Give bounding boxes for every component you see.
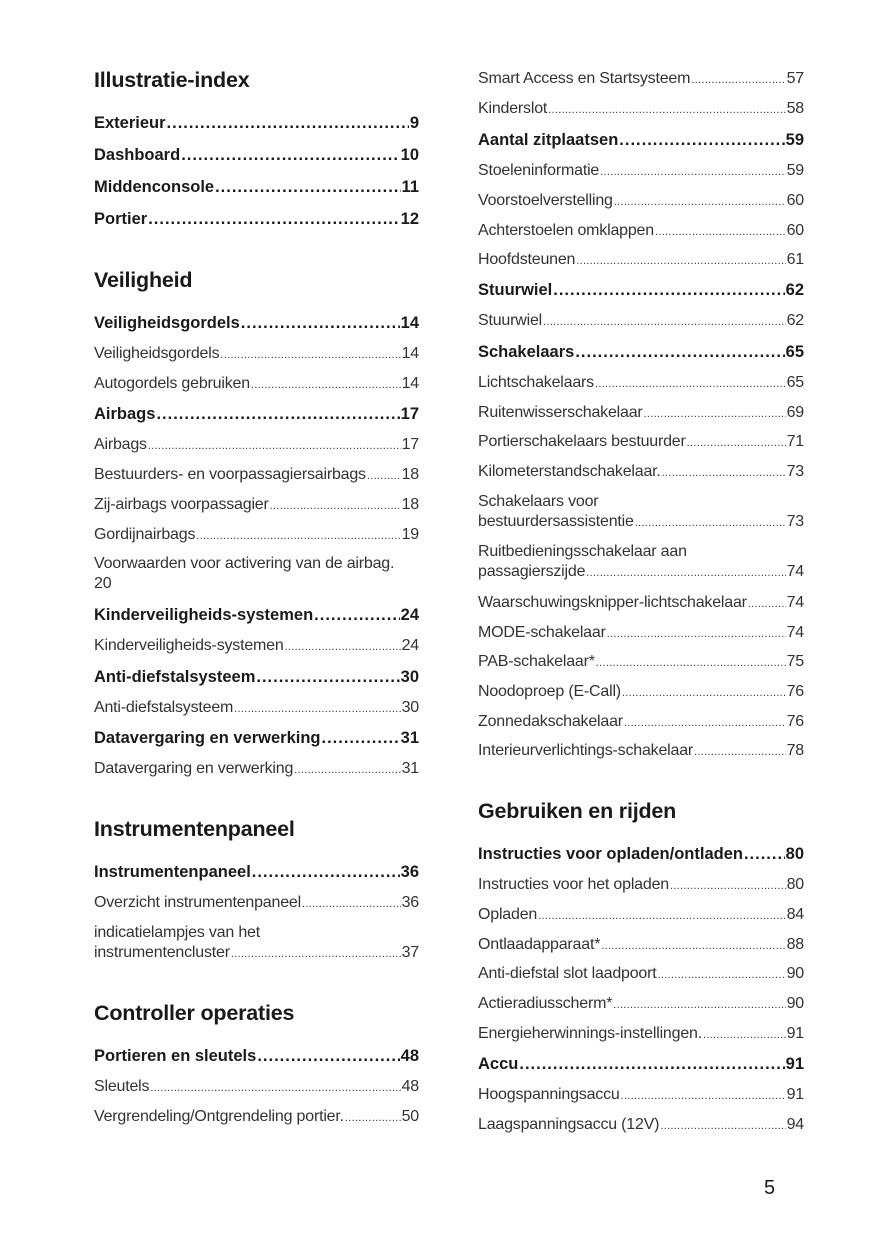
section-heading-veiligheid: Veiligheid — [94, 268, 193, 292]
toc-page: 31 — [400, 729, 419, 747]
toc-page: 74 — [786, 563, 804, 580]
dot-leader — [619, 130, 784, 150]
toc-label-line-2: instrumentencluster — [94, 944, 230, 961]
dot-leader — [215, 177, 400, 197]
toc-entry[interactable] — [94, 893, 419, 914]
dot-leader — [257, 1046, 399, 1066]
page-number: 5 — [764, 1177, 776, 1199]
toc-page: 14 — [401, 375, 419, 392]
dot-leader — [256, 667, 399, 687]
toc-label: Noodoproep (E-Call) — [478, 683, 621, 700]
dot-leader — [220, 344, 400, 365]
section-heading-instrumentenpaneel: Instrumentenpaneel — [94, 817, 295, 841]
toc-entry[interactable] — [478, 741, 804, 762]
toc-label: Accu — [478, 1055, 519, 1073]
toc-page: 48 — [400, 1047, 419, 1065]
toc-entry[interactable] — [94, 1107, 419, 1128]
toc-page: 71 — [786, 433, 804, 450]
toc-entry[interactable] — [478, 191, 804, 212]
toc-page: 31 — [401, 760, 419, 777]
toc-label: Portier — [94, 210, 148, 228]
dot-leader — [744, 844, 785, 864]
toc-subsection-portieren-en-sleutels[interactable] — [94, 1046, 419, 1066]
dot-leader — [345, 1107, 401, 1128]
dot-leader — [670, 875, 786, 896]
toc-label: Laagspanningsaccu (12V) — [478, 1116, 660, 1133]
toc-page: 37 — [401, 944, 419, 961]
toc-page: 50 — [401, 1108, 419, 1125]
toc-label: Airbags — [94, 405, 156, 423]
toc-page: 14 — [400, 314, 419, 332]
dot-leader — [548, 99, 785, 120]
toc-page: 60 — [786, 192, 804, 209]
toc-entry[interactable] — [478, 1115, 804, 1136]
toc-entry[interactable] — [94, 1077, 419, 1098]
dot-leader — [148, 435, 401, 456]
toc-label-line-1: Schakelaars voor — [478, 493, 599, 510]
toc-label: Waarschuwingsknipper-lichtschakelaar — [478, 594, 747, 611]
toc-page: 18 — [401, 496, 419, 513]
toc-entry[interactable] — [478, 221, 804, 242]
toc-subsection-instrumentenpaneel[interactable] — [94, 862, 419, 882]
toc-entry[interactable] — [478, 99, 804, 120]
dot-leader — [251, 374, 401, 395]
dot-leader — [181, 145, 399, 165]
toc-label: Vergrendeling/Ontgrendeling portier. — [94, 1108, 344, 1125]
toc-entry[interactable] — [94, 374, 419, 395]
dot-leader — [607, 623, 786, 644]
toc-label: Opladen — [478, 906, 538, 923]
toc-label: Hoogspanningsaccu — [478, 1086, 620, 1103]
toc-page: 90 — [786, 995, 804, 1012]
toc-entry[interactable] — [478, 403, 804, 424]
dot-leader — [660, 1115, 785, 1136]
toc-label: Zonnedakschakelaar — [478, 713, 623, 730]
toc-label: Ontlaadapparaat* — [478, 936, 601, 953]
toc-entry[interactable] — [94, 465, 419, 486]
dot-leader — [691, 69, 785, 90]
dot-leader — [150, 1077, 400, 1098]
toc-label: Veiligheidsgordels — [94, 314, 240, 332]
toc-label-line-2: 20 — [94, 575, 112, 592]
toc-entry[interactable] — [478, 593, 804, 614]
dot-leader — [543, 311, 786, 332]
dot-leader — [252, 862, 400, 882]
toc-label: Ruitenwisserschakelaar — [478, 404, 643, 421]
toc-page: 11 — [401, 178, 419, 196]
toc-entry-portier[interactable] — [94, 209, 419, 229]
toc-page: 17 — [401, 436, 419, 453]
toc-entry[interactable] — [478, 311, 804, 332]
dot-leader — [234, 698, 400, 719]
toc-entry[interactable] — [478, 1024, 804, 1045]
toc-entry[interactable] — [478, 161, 804, 182]
toc-label-line-2-row — [478, 562, 804, 583]
dot-leader — [576, 250, 785, 271]
toc-entry[interactable] — [94, 344, 419, 365]
toc-page: 60 — [786, 222, 804, 239]
dot-leader — [285, 636, 401, 657]
dot-leader — [644, 403, 786, 424]
toc-label: Kinderveiligheids-systemen — [94, 637, 284, 654]
toc-label: Stoeleninformatie — [478, 162, 600, 179]
toc-entry[interactable] — [478, 964, 804, 985]
dot-leader — [622, 682, 786, 703]
toc-entry[interactable] — [478, 935, 804, 956]
toc-page: 69 — [786, 404, 804, 421]
dot-leader — [538, 905, 786, 926]
dot-leader — [314, 605, 399, 625]
toc-page: 14 — [401, 345, 419, 362]
toc-page: 58 — [786, 100, 804, 117]
dot-leader — [748, 593, 786, 614]
dot-leader — [687, 432, 786, 453]
toc-page: 91 — [786, 1086, 804, 1103]
toc-page: 62 — [786, 312, 804, 329]
toc-label: Aantal zitplaatsen — [478, 131, 619, 149]
toc-label: Overzicht instrumentenpaneel — [94, 894, 301, 911]
toc-page: 74 — [786, 624, 804, 641]
dot-leader — [624, 712, 786, 733]
toc-subsection-aantal-zitplaatsen[interactable] — [478, 130, 804, 150]
toc-page: 18 — [401, 466, 419, 483]
toc-entry[interactable] — [94, 759, 419, 780]
dot-leader — [167, 113, 409, 133]
toc-page: 75 — [786, 653, 804, 670]
toc-page: 30 — [400, 668, 419, 686]
toc-entry[interactable] — [478, 1085, 804, 1106]
toc-label: Kilometerstandschakelaar. — [478, 463, 661, 480]
toc-label-line-2: passagierszijde — [478, 563, 586, 580]
toc-label: Datavergaring en verwerking — [94, 760, 294, 777]
toc-label: Hoofdsteunen — [478, 251, 576, 268]
toc-label-line-2-row — [478, 512, 804, 533]
toc-label: Lichtschakelaars — [478, 374, 594, 391]
toc-page: 57 — [786, 70, 804, 87]
toc-entry[interactable] — [94, 525, 419, 546]
toc-label: Stuurwiel — [478, 312, 543, 329]
dot-leader — [322, 728, 400, 748]
toc-page: 24 — [400, 606, 419, 624]
dot-leader — [294, 759, 400, 780]
toc-subsection-accu[interactable] — [478, 1054, 804, 1074]
toc-label: Anti-diefstalsysteem — [94, 668, 256, 686]
toc-page: 65 — [786, 374, 804, 391]
dot-leader — [600, 161, 785, 182]
dot-leader — [621, 1085, 786, 1106]
toc-page: 78 — [786, 742, 804, 759]
dot-leader — [662, 462, 786, 483]
toc-label: Sleutels — [94, 1078, 150, 1095]
toc-entry[interactable] — [478, 432, 804, 453]
toc-subsection-kinderveiligheids-systemen[interactable] — [94, 605, 419, 625]
toc-label: Dashboard — [94, 146, 181, 164]
dot-leader — [231, 943, 401, 964]
toc-subsection-airbags[interactable] — [94, 404, 419, 424]
dot-leader — [601, 935, 785, 956]
toc-label: Energieherwinnings-instellingen. — [478, 1025, 702, 1042]
dot-leader — [196, 525, 400, 546]
dot-leader — [614, 191, 786, 212]
toc-label: Zij-airbags voorpassagier — [94, 496, 269, 513]
toc-label: Kinderveiligheids-systemen — [94, 606, 314, 624]
toc-label: Anti-diefstalsysteem — [94, 699, 234, 716]
toc-label: Instructies voor het opladen — [478, 876, 669, 893]
dot-leader — [302, 893, 401, 914]
toc-label: Voorstoelverstelling — [478, 192, 613, 209]
dot-leader — [367, 465, 401, 486]
toc-page: 94 — [786, 1116, 804, 1133]
toc-label: Portieren en sleutels — [94, 1047, 257, 1065]
toc-page: 62 — [785, 281, 804, 299]
dot-leader — [553, 280, 784, 300]
toc-entry-bestuurdersassistentie[interactable] — [478, 492, 804, 533]
toc-page: 73 — [786, 513, 804, 530]
toc-page: 88 — [786, 936, 804, 953]
section-heading-controller-operaties: Controller operaties — [94, 1001, 295, 1025]
toc-page: 10 — [400, 146, 419, 164]
toc-label: Interieurverlichtings-schakelaar — [478, 742, 694, 759]
toc-label-line-1: indicatielampjes van het — [94, 924, 260, 941]
toc-page: 36 — [400, 863, 419, 881]
toc-page: 80 — [786, 876, 804, 893]
toc-label: Stuurwiel — [478, 281, 553, 299]
toc-entry[interactable] — [94, 435, 419, 456]
toc-page: 19 — [401, 526, 419, 543]
toc-page: 59 — [785, 131, 804, 149]
dot-leader — [694, 741, 786, 762]
toc-label-line-2: bestuurdersassistentie — [478, 513, 634, 530]
section-heading-gebruiken-en-rijden: Gebruiken en rijden — [478, 799, 677, 823]
dot-leader — [655, 221, 786, 242]
toc-page: 36 — [401, 894, 419, 911]
toc-entry[interactable] — [478, 994, 804, 1015]
dot-leader — [270, 495, 401, 516]
toc-page: 61 — [786, 251, 804, 268]
toc-subsection-anti-diefstalsysteem[interactable] — [94, 667, 419, 687]
toc-entry[interactable] — [478, 250, 804, 271]
toc-subsection-stuurwiel[interactable] — [478, 280, 804, 300]
dot-leader — [658, 964, 786, 985]
toc-label: Bestuurders- en voorpassagiersairbags — [94, 466, 366, 483]
toc-entry-dashboard[interactable] — [94, 145, 419, 165]
toc-subsection-instructies-opladen[interactable] — [478, 844, 804, 864]
toc-page: 12 — [400, 210, 419, 228]
toc-entry-indicatielampjes[interactable] — [94, 923, 419, 964]
toc-label: Instructies voor opladen/ontladen — [478, 845, 743, 863]
section-heading-illustratie-index: Illustratie-index — [94, 68, 250, 92]
toc-page: 90 — [786, 965, 804, 982]
toc-entry-voorwaarden[interactable] — [94, 554, 419, 594]
toc-page: 73 — [786, 463, 804, 480]
toc-page: 76 — [786, 683, 804, 700]
toc-label: Datavergaring en verwerking — [94, 729, 321, 747]
toc-label: Anti-diefstal slot laadpoort — [478, 965, 657, 982]
toc-entry-passagierszijde[interactable] — [478, 542, 804, 583]
toc-entry[interactable] — [94, 636, 419, 657]
toc-page: 91 — [786, 1025, 804, 1042]
toc-page: 59 — [786, 162, 804, 179]
toc-entry[interactable] — [478, 682, 804, 703]
toc-label: Autogordels gebruiken — [94, 375, 250, 392]
dot-leader — [635, 512, 786, 533]
toc-entry-exterieur[interactable] — [94, 113, 419, 133]
toc-page: 80 — [785, 845, 804, 863]
toc-label: Gordijnairbags — [94, 526, 196, 543]
toc-label: Exterieur — [94, 114, 166, 132]
toc-entry[interactable] — [478, 69, 804, 90]
toc-label: Schakelaars — [478, 343, 575, 361]
toc-entry[interactable] — [94, 698, 419, 719]
toc-label: Actieradiusscherm* — [478, 995, 613, 1012]
dot-leader — [519, 1054, 784, 1074]
toc-entry[interactable] — [478, 623, 804, 644]
dot-leader — [575, 342, 784, 362]
toc-entry[interactable] — [478, 905, 804, 926]
toc-page: 48 — [401, 1078, 419, 1095]
dot-leader — [156, 404, 399, 424]
toc-label-line-1: Ruitbedieningsschakelaar aan — [478, 543, 687, 560]
toc-entry[interactable] — [478, 652, 804, 673]
toc-label: Veiligheidsgordels — [94, 345, 220, 362]
toc-label: Achterstoelen omklappen — [478, 222, 654, 239]
toc-page: 74 — [786, 594, 804, 611]
dot-leader — [241, 313, 400, 333]
dot-leader — [703, 1024, 786, 1045]
dot-leader — [595, 373, 786, 394]
toc-label: Airbags — [94, 436, 147, 453]
toc-subsection-veiligheidsgordels[interactable] — [94, 313, 419, 333]
toc-label: Portierschakelaars bestuurder — [478, 433, 686, 450]
toc-label: Kinderslot — [478, 100, 548, 117]
toc-page: 91 — [785, 1055, 804, 1073]
toc-page: 65 — [785, 343, 804, 361]
dot-leader — [586, 562, 785, 583]
dot-leader — [613, 994, 785, 1015]
toc-entry[interactable] — [478, 875, 804, 896]
toc-entry[interactable] — [478, 373, 804, 394]
dot-leader — [148, 209, 399, 229]
dot-leader — [596, 652, 786, 673]
toc-entry[interactable] — [94, 495, 419, 516]
toc-label: Instrumentenpaneel — [94, 863, 251, 881]
toc-subsection-schakelaars[interactable] — [478, 342, 804, 362]
toc-page: 17 — [400, 405, 419, 423]
toc-page: 30 — [401, 699, 419, 716]
toc-page: 24 — [401, 637, 419, 654]
toc-entry[interactable] — [478, 712, 804, 733]
toc-label-line-1: Voorwaarden voor activering van de airbag. — [94, 555, 395, 572]
toc-label-line-2-row — [94, 943, 419, 964]
toc-entry[interactable] — [478, 462, 804, 483]
toc-page: 76 — [786, 713, 804, 730]
toc-label: Smart Access en Startsysteem — [478, 70, 691, 87]
toc-label: MODE-schakelaar — [478, 624, 606, 641]
toc-label: Middenconsole — [94, 178, 215, 196]
toc-page: 84 — [786, 906, 804, 923]
toc-label: PAB-schakelaar* — [478, 653, 595, 670]
toc-entry-middenconsole[interactable] — [94, 177, 419, 197]
toc-page: 9 — [409, 114, 419, 132]
toc-subsection-datavergaring[interactable] — [94, 728, 419, 748]
